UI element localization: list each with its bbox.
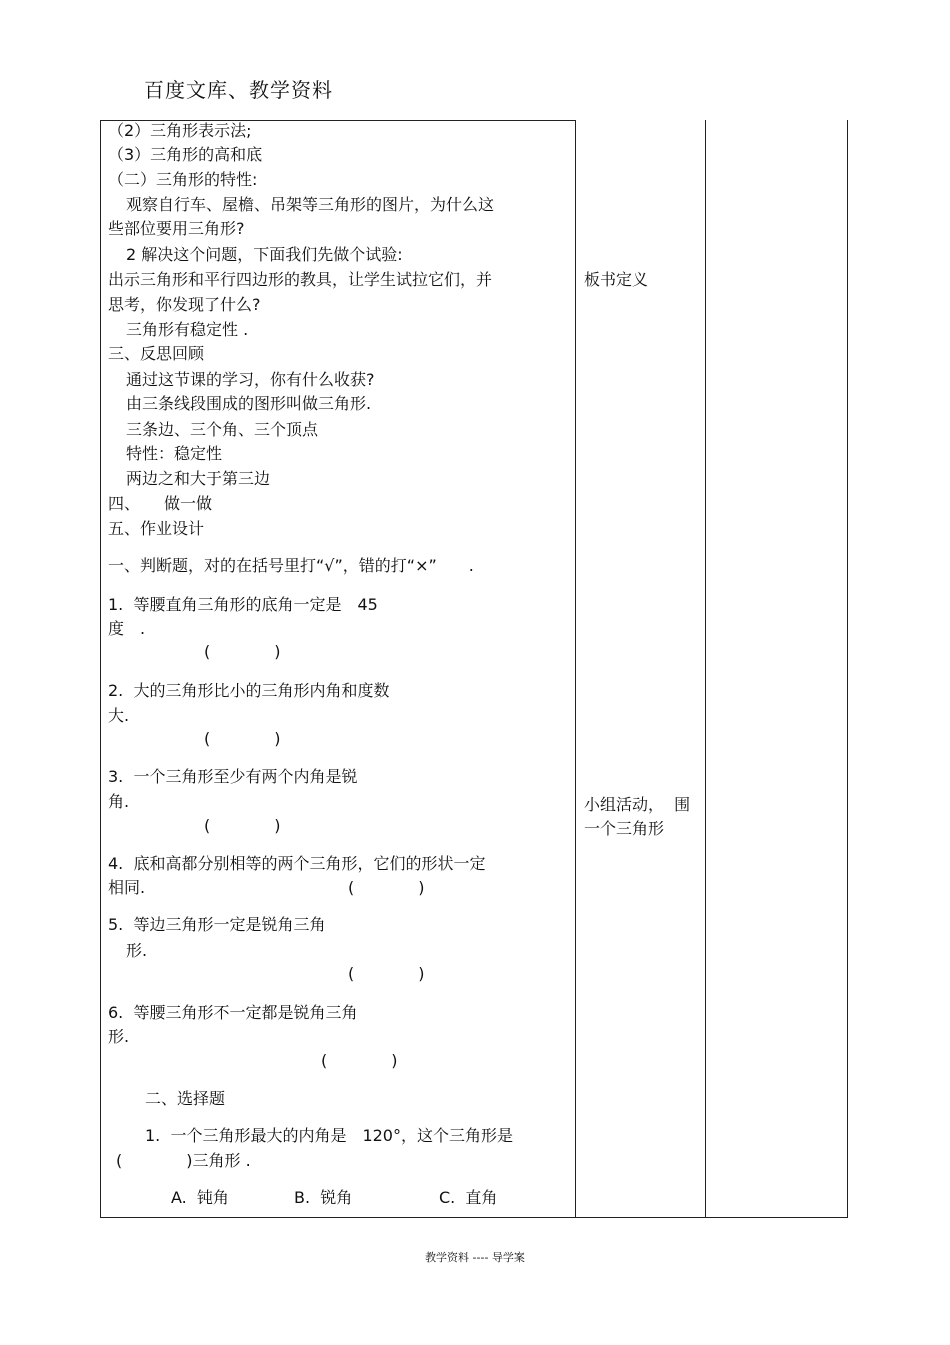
question-1-text: 度 . bbox=[108, 619, 146, 638]
answer-brackets: ( ) bbox=[348, 964, 425, 983]
question-6-text: 6. 等腰三角形不一定都是锐角三角 bbox=[108, 1003, 358, 1022]
text-line: 2 解决这个问题，下面我们先做个试验: bbox=[126, 245, 403, 264]
question-4-text: 相同. bbox=[108, 878, 146, 897]
text-line: 特性：稳定性 bbox=[126, 444, 223, 463]
question-2-text: 大. bbox=[108, 706, 130, 725]
text-line: （2）三角形表示法; bbox=[108, 121, 252, 140]
option-b: B. 锐角 bbox=[294, 1188, 353, 1207]
question-4-text: 4. 底和高都分别相等的两个三角形，它们的形状一定 bbox=[108, 854, 486, 873]
note-group-activity: 一个三角形 bbox=[584, 819, 665, 838]
choice-question-1-text: ( )三角形 . bbox=[116, 1151, 251, 1170]
question-1-text: 1. 等腰直角三角形的底角一定是 45 bbox=[108, 595, 378, 614]
page-footer: 教学资料 ---- 导学案 bbox=[425, 1251, 525, 1264]
text-line: 思考，你发现了什么? bbox=[108, 295, 261, 314]
text-line: 三条边、三个角、三个顶点 bbox=[126, 420, 319, 439]
section-heading: 四、 做一做 bbox=[108, 494, 213, 513]
text-line: 出示三角形和平行四边形的教具，让学生试拉它们，并 bbox=[108, 270, 493, 289]
answer-brackets: ( ) bbox=[204, 642, 281, 661]
table-border-bottom bbox=[100, 1217, 848, 1218]
question-3-text: 3. 一个三角形至少有两个内角是锐 bbox=[108, 767, 358, 786]
answer-brackets: ( ) bbox=[321, 1051, 398, 1070]
answer-brackets: ( ) bbox=[204, 816, 281, 835]
text-line: 通过这节课的学习，你有什么收获? bbox=[126, 370, 375, 389]
question-5-text: 5. 等边三角形一定是锐角三角 bbox=[108, 915, 326, 934]
question-3-text: 角. bbox=[108, 792, 130, 811]
header-title: 百度文库、教学资料 bbox=[144, 78, 333, 102]
section-heading: 三、反思回顾 bbox=[108, 344, 205, 363]
question-2-text: 2. 大的三角形比小的三角形内角和度数 bbox=[108, 681, 390, 700]
table-border-left bbox=[100, 120, 101, 1218]
judgement-instructions: 一、判断题，对的在括号里打“√”，错的打“×” . bbox=[108, 556, 474, 575]
table-divider-2 bbox=[705, 120, 706, 1218]
note-blackboard-definition: 板书定义 bbox=[584, 270, 649, 289]
answer-brackets: ( ) bbox=[348, 878, 425, 897]
answer-brackets: ( ) bbox=[204, 729, 281, 748]
option-a: A. 钝角 bbox=[171, 1188, 229, 1207]
option-c: C. 直角 bbox=[439, 1188, 498, 1207]
text-line: 三角形有稳定性 . bbox=[126, 320, 249, 339]
section-heading: 二、选择题 bbox=[145, 1089, 226, 1108]
section-heading: 五、作业设计 bbox=[108, 519, 205, 538]
text-line: 观察自行车、屋檐、吊架等三角形的图片，为什么这 bbox=[126, 195, 495, 214]
table-border-right bbox=[847, 120, 848, 1218]
text-line: 两边之和大于第三边 bbox=[126, 469, 271, 488]
table-divider-1 bbox=[575, 120, 576, 1218]
text-line: 由三条线段围成的图形叫做三角形. bbox=[126, 394, 372, 413]
text-line: （二）三角形的特性: bbox=[108, 170, 258, 189]
question-5-text: 形. bbox=[126, 941, 148, 960]
question-6-text: 形. bbox=[108, 1027, 130, 1046]
text-line: 些部位要用三角形? bbox=[108, 219, 245, 238]
note-group-activity: 小组活动， 围 bbox=[584, 795, 691, 814]
text-line: （3）三角形的高和底 bbox=[108, 145, 263, 164]
choice-question-1-text: 1. 一个三角形最大的内角是 120°，这个三角形是 bbox=[145, 1126, 513, 1145]
